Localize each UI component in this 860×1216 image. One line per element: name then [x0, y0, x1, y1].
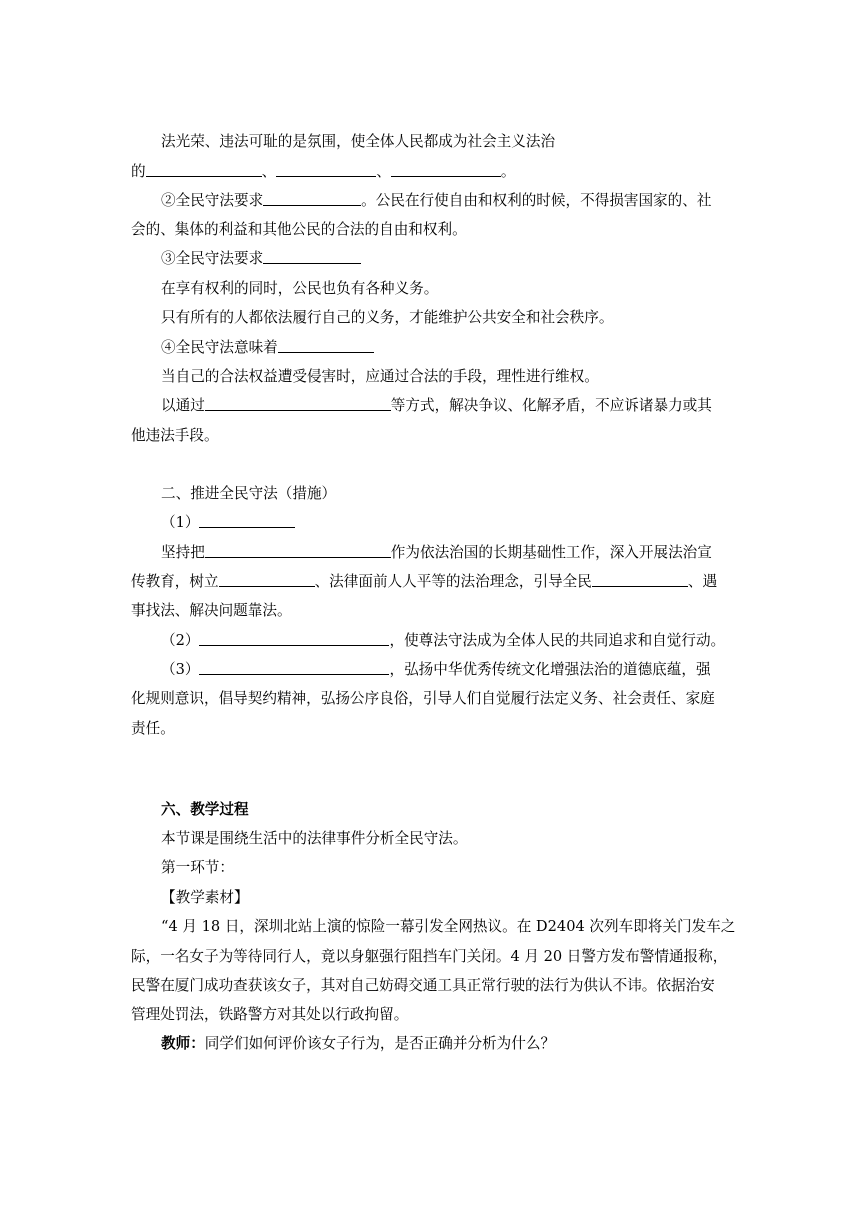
- paragraph-line: 会的、集体的利益和其他公民的合法的自由和权利。: [131, 221, 467, 238]
- paragraph-line: 际，一名女子为等待同行人，竟以身躯强行阻挡车门关闭。4 月 20 日警方发布警情通报称，: [131, 948, 728, 965]
- fill-blank[interactable]: [205, 543, 391, 558]
- paragraph-line: 只有所有的人都依法履行自己的义务，才能维护公共安全和社会秩序。: [161, 309, 614, 326]
- fill-blank[interactable]: [391, 162, 501, 177]
- paragraph-line: （2） ，使尊法守法成为全体人民的共同追求和自觉行动。: [161, 632, 726, 649]
- paragraph-line: 在享有权利的同时，公民也负有各种义务。: [161, 280, 439, 297]
- fill-blank[interactable]: [199, 631, 389, 646]
- fill-blank[interactable]: [205, 396, 391, 411]
- speaker-label: 教师：: [161, 1035, 205, 1052]
- fill-blank[interactable]: [592, 572, 688, 587]
- fill-blank[interactable]: [146, 162, 262, 177]
- paragraph-line: 管理处罚法，铁路警方对其处以行政拘留。: [131, 1006, 409, 1023]
- paragraph-line: 本节课是围绕生活中的法律事件分析全民守法。: [161, 830, 468, 847]
- paragraph-line: ④全民守法意味着: [161, 338, 731, 358]
- paragraph-line: 民警在厦门成功查获该女子，其对自己妨碍交通工具正常行驶的法行为供认不讳。依据治安: [131, 977, 715, 994]
- paragraph-line: 教师：同学们如何评价该女子行为，是否正确并分析为什么？: [161, 1035, 556, 1052]
- paragraph-line: 责任。: [131, 720, 175, 737]
- paragraph-line: （3） ，弘扬中华优秀传统文化增强法治的道德底蕴，强: [161, 661, 711, 678]
- paragraph-line: 的 、 、 。: [131, 163, 516, 180]
- paragraph-line: 第一环节：: [161, 859, 234, 876]
- section-heading: 六、教学过程: [161, 801, 249, 818]
- paragraph-line: 化规则意识，倡导契约精神，弘扬公序良俗，引导人们自觉履行法定义务、社会责任、家庭: [131, 690, 715, 707]
- fill-blank[interactable]: [219, 572, 315, 587]
- paragraph-line: 事找法、解决问题靠法。: [131, 602, 292, 619]
- paragraph-line: 法光荣、违法可耻的是氛围，使全体人民都成为社会主义法治: [161, 133, 556, 150]
- fill-blank[interactable]: [263, 249, 361, 264]
- paragraph-line: ②全民守法要求 。公民在行使自由和权利的时候，不得损害国家的、社: [161, 192, 712, 209]
- paragraph-line: “4 月 18 日，深圳北站上演的惊险一幕引发全网热议。在 D2404 次列车即将关门发车之: [161, 918, 736, 935]
- fill-blank[interactable]: [276, 162, 376, 177]
- paragraph-line: ③全民守法要求: [161, 249, 731, 269]
- fill-blank[interactable]: [278, 338, 374, 353]
- paragraph-line: 他违法手段。: [131, 427, 219, 444]
- fill-blank[interactable]: [263, 191, 361, 206]
- fill-blank[interactable]: [199, 513, 295, 528]
- paragraph-line: 传教育，树立 、法律面前人人平等的法治理念，引导全民 、遇: [131, 573, 718, 590]
- paragraph-line: 坚持把 作为依法治国的长期基础性工作，深入开展法治宣: [161, 544, 712, 561]
- paragraph-line: （1）: [161, 513, 731, 533]
- fill-blank[interactable]: [199, 660, 389, 675]
- paragraph-line: 以通过 等方式，解决争议、化解矛盾，不应诉诸暴力或其: [161, 397, 712, 414]
- paragraph-line: 【教学素材】: [161, 889, 249, 906]
- section-heading: 二、推进全民守法（措施）: [161, 485, 337, 502]
- paragraph-line: 当自己的合法权益遭受侵害时，应通过合法的手段，理性进行维权。: [161, 368, 599, 385]
